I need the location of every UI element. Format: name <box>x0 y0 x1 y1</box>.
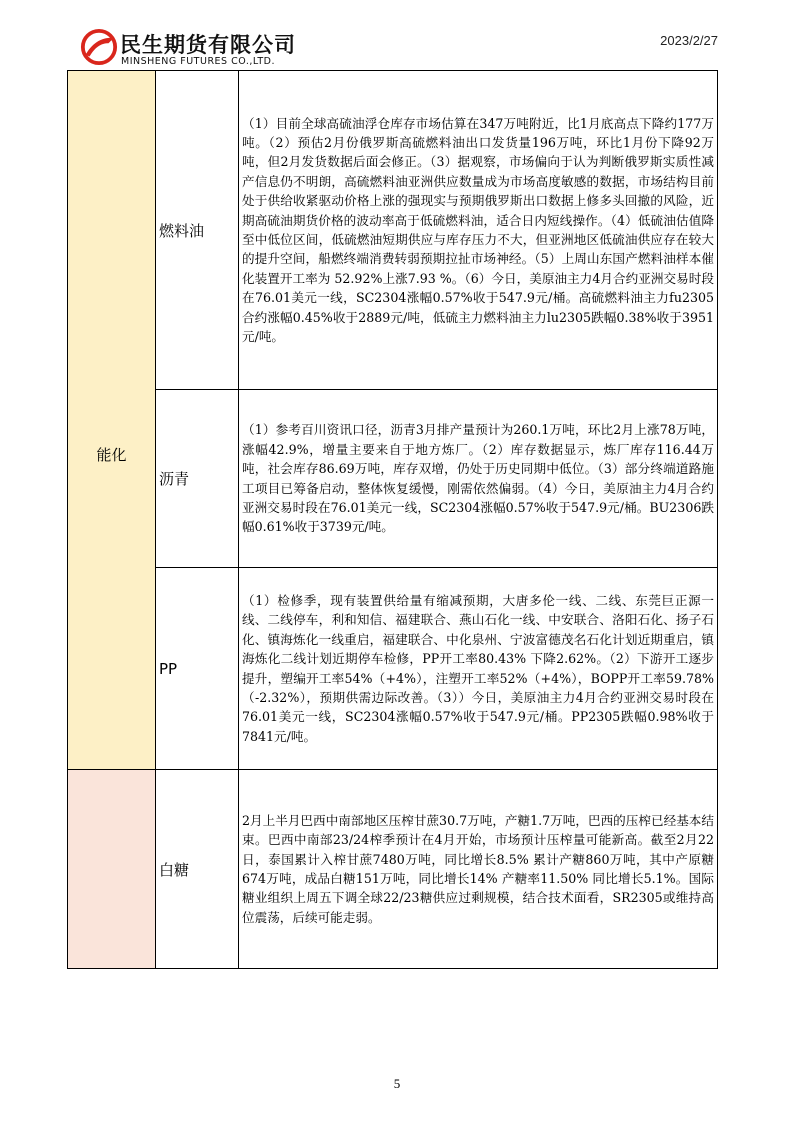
item-name: 燃料油 <box>156 71 239 390</box>
item-commentary: （1）检修季，现有装置供给量有缩减预期，大唐多伦一线、二线、东莞巨正源一线、二线停车，利和知信、福建联合、燕山石化一线、中安联合、洛阳石化、扬子石化、镇海炼化一线重启，福建联合、中化泉州、宁波富德茂名石化计划近期重启，镇海炼化二线计划近期停车检修，PP开工率80.43% 下降2.62%。（2）下游开工逐步提升，塑编开工率54%（+4%），注塑开工率52%（+4%），BOPP开工率59.78%（-2.32%），预期供需边际改善。（3））今日，美原油主力4月合约亚洲交易时段在76.01美元一线，SC2304涨幅0.57%收于547.9元/桶。PP2305跌幅0.98%收于7841元/吨。 <box>239 568 718 770</box>
item-name: 沥青 <box>156 390 239 568</box>
category-cell <box>68 770 156 969</box>
commodity-table <box>67 70 718 969</box>
category-label: 能化 <box>96 445 127 464</box>
table-row <box>68 71 718 390</box>
item-commentary: 2月上半月巴西中南部地区压榨甘蔗30.7万吨，产糖1.7万吨，巴西的压榨已经基本结束。巴西中南部23/24榨季预计在4月开始，市场预计压榨量可能新高。截至2月22日，泰国累计入榨甘蔗7480万吨，同比增长8.5% 累计产糖860万吨，其中产原糖674万吨，成品白糖151万吨，同比增长14% 产糖率11.50% 同比增长5.1%。国际糖业组织上周五下调全球22/23糖供应过剩规模，结合技术面看，SR2305或维持高位震荡，后续可能走弱。 <box>239 770 718 969</box>
page-number: 5 <box>393 1076 401 1091</box>
page-header <box>0 0 794 70</box>
report-date: 2023/2/27 <box>660 33 718 48</box>
category-cell <box>68 71 156 770</box>
table-row <box>68 390 718 568</box>
company-name-en: MINSHENG FUTURES CO.,LTD. <box>121 56 275 67</box>
table-row <box>68 770 718 969</box>
item-name: 白糖 <box>156 770 239 969</box>
company-name-cn: 民生期货有限公司 <box>120 33 296 57</box>
item-commentary: （1）参考百川资讯口径，沥青3月排产量预计为260.1万吨，环比2月上涨78万吨，涨幅42.9%，增量主要来自于地方炼厂。（2）库存数据显示，炼厂库存116.44万吨，社会库存86.69万吨，库存双增，仍处于历史同期中低位。（3）部分终端道路施工项目已筹备启动，整体恢复缓慢，刚需依然偏弱。（4）今日，美原油主力4月合约亚洲交易时段在76.01美元一线，SC2304涨幅0.57%收于547.9元/桶。BU2306跌幅0.61%收于3739元/吨。 <box>239 390 718 568</box>
minsheng-logo-icon <box>80 28 118 66</box>
item-commentary: （1）目前全球高硫油浮仓库存市场估算在347万吨附近，比1月底高点下降约177万吨。（2）预估2月份俄罗斯高硫燃料油出口发货量196万吨，环比1月份下降92万吨，但2月发货数据后面会修正。（3）据观察，市场偏向于认为判断俄罗斯实质性减产信息仍不明朗，高硫燃料油亚洲供应数量成为市场高度敏感的数据，市场结构目前处于供给收紧驱动价格上涨的强现实与预期俄罗斯出口数据上修多头回撤的风险，近期高硫油期货价格的波动率高于低硫燃料油，适合日内短线操作。（4）低硫油估值降至中低位区间，低硫燃油短期供应与库存压力不大，但亚洲地区低硫油供应存在较大的提升空间，船燃终端消费转弱预期拉扯市场神经。（5）上周山东国产燃料油样本催化装置开工率为 52.92%上涨7.93 %。（6）今日，美原油主力4月合约亚洲交易时段在76.01美元一线，SC2304涨幅0.57%收于547.9元/桶。高硫燃料油主力fu2305合约涨幅0.45%收于2889元/吨，低硫主力燃料油主力lu2305跌幅0.38%收于3951元/吨。 <box>239 71 718 390</box>
table-row <box>68 568 718 770</box>
item-name: PP <box>156 568 239 770</box>
